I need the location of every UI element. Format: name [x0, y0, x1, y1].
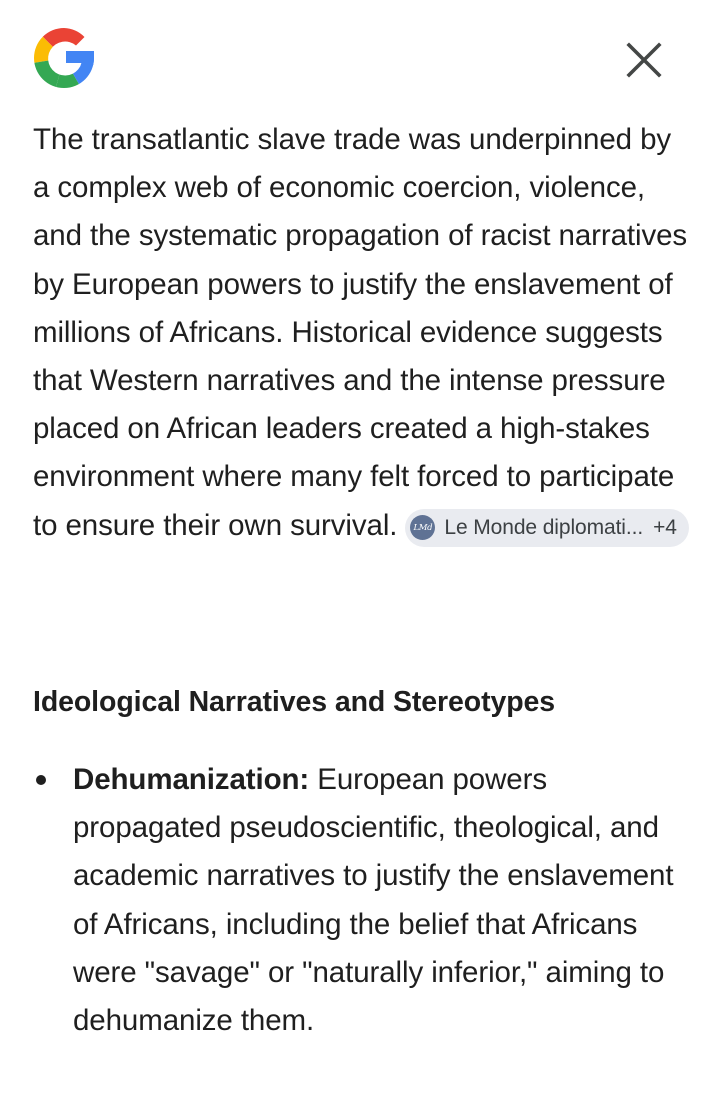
header — [0, 0, 720, 110]
bullet-list — [33, 756, 693, 1045]
list-item — [33, 756, 693, 1045]
ai-overview-content — [33, 116, 693, 1038]
close-button[interactable] — [618, 34, 670, 86]
bullet-text: European powers propagated pseudoscientific, theological, and academic narratives to justify the enslavement of Africans, including the belief that Africans were "savage" or "naturally inferior," aiming to dehumanize them. — [73, 763, 674, 1038]
bullet-term: Dehumanization: — [73, 763, 310, 796]
source-chip[interactable] — [405, 509, 688, 547]
google-g-icon — [31, 25, 97, 91]
section-heading: Ideological Narratives and Stereotypes — [33, 686, 556, 718]
overview-paragraph-text: The transatlantic slave trade was underpinned by a complex web of economic coercion, violence, and the systematic propagation of racist narratives by European powers to justify the enslavement of millions of Africans. Historical evidence suggests that Western narratives and the intense pressure placed on African leaders created a high-stakes environment where many felt forced to participate to ensure their own survival. — [33, 123, 688, 542]
overview-paragraph — [33, 116, 693, 550]
source-avatar-icon: LMd — [410, 515, 435, 540]
source-chip-count: +4 — [653, 515, 677, 539]
close-icon — [626, 42, 662, 78]
source-chip-label: Le Monde diplomati... — [444, 515, 644, 539]
bullet-dot-icon — [36, 775, 46, 785]
